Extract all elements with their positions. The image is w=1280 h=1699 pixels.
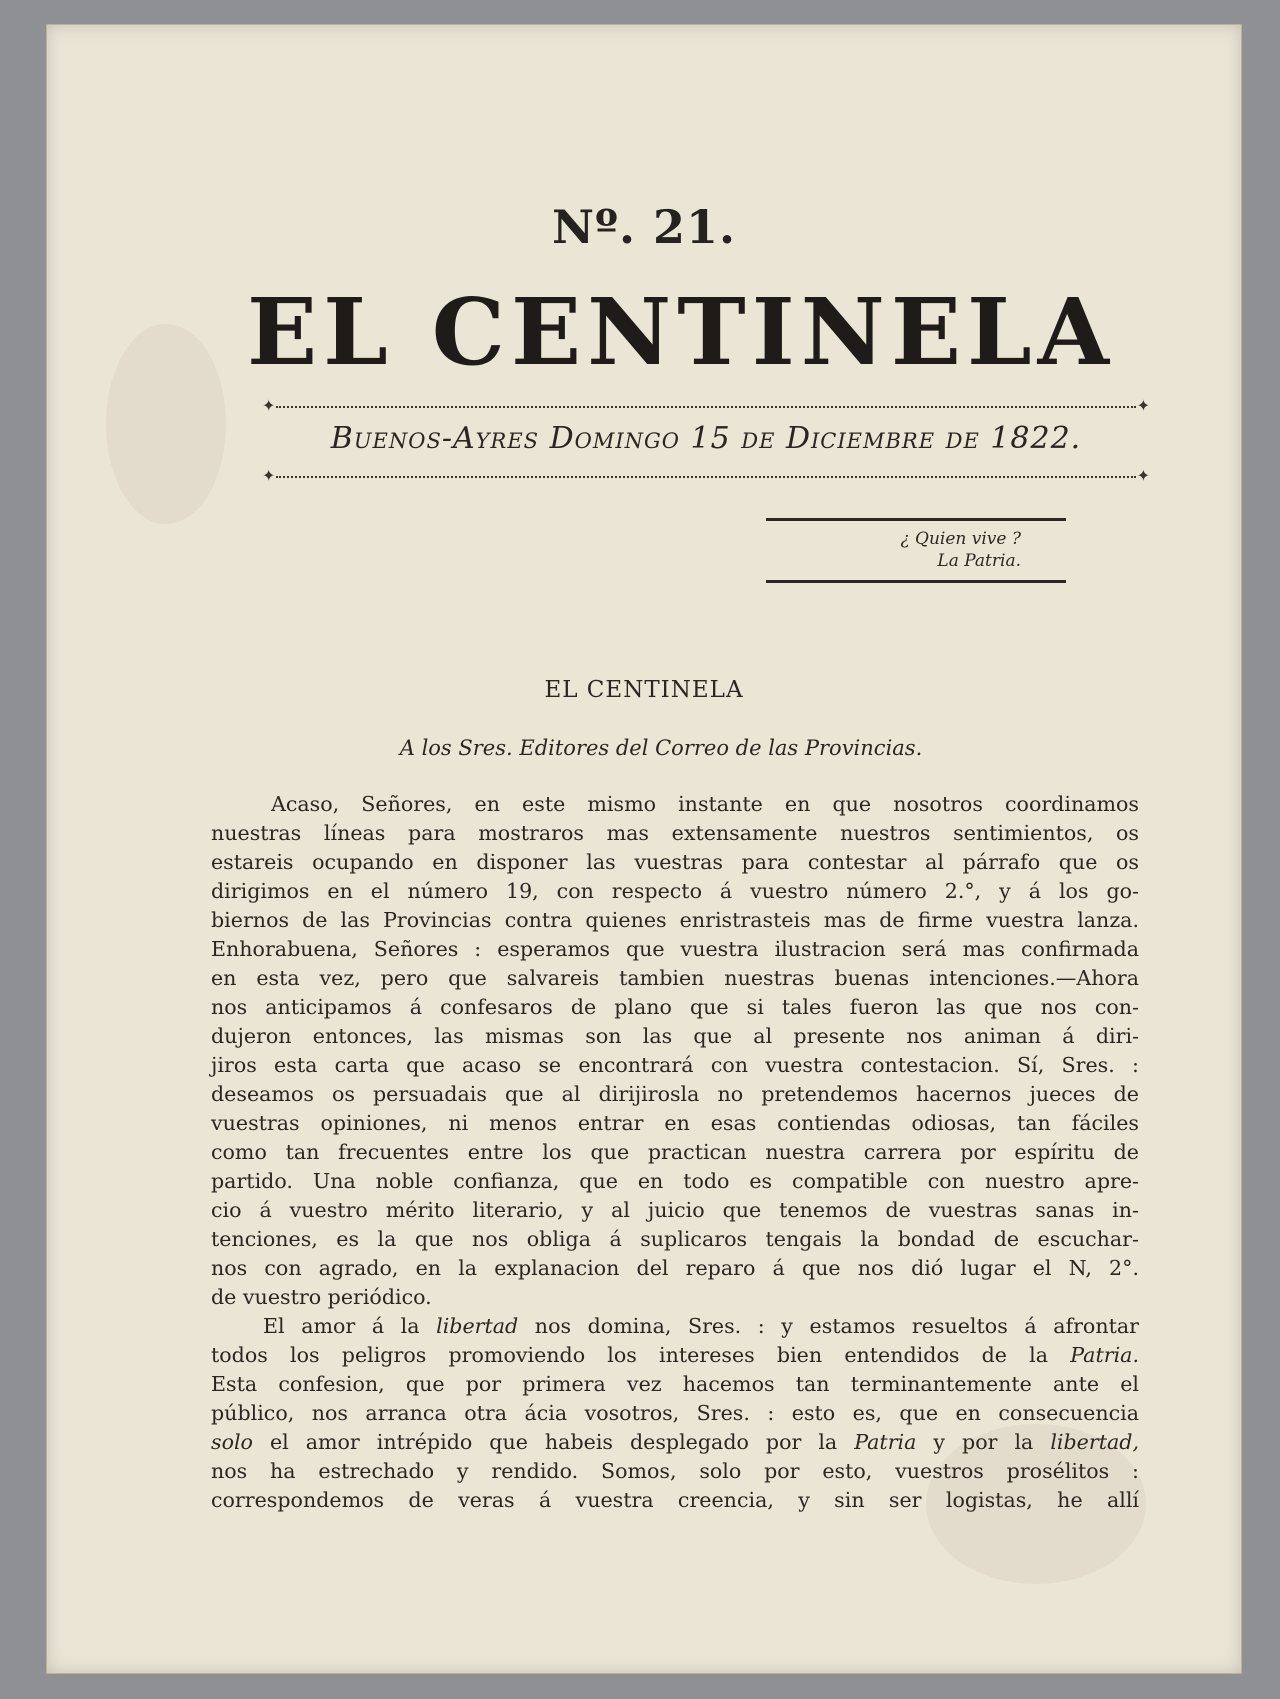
rule-ornament-icon: ✦ [262,396,276,415]
text-line: nos ha estrechado y rendido. Somos, solo por esto, vuestros prosélitos : [211,1459,1139,1483]
text-line: dujeron entonces, las mismas son las que al presente nos animan á diri- [211,1024,1139,1048]
text-line: estareis ocupando en disponer las vuestras para contestar al párrafo que os [211,850,1139,874]
text-line: nos anticipamos á confesaros de plano que si tales fueron las que nos con- [211,995,1139,1019]
text-line: Acaso, Señores, en este mismo instante en que nosotros coordinamos [271,792,1139,816]
text-line: correspondemos de veras á vuestra creencia, y sin ser logistas, he allí [211,1488,1139,1512]
newspaper-page [46,24,1242,1674]
motto-block [766,528,1021,572]
text-line: público, nos arranca otra ácia vosotros, Sres. : esto es, que en consecuencia [211,1401,1139,1425]
italic-word: libertad [436,1314,519,1338]
text-line: tenciones, es la que nos obliga á suplicaros tengais la bondad de escuchar- [211,1227,1139,1251]
italic-word: Patria. [1070,1343,1139,1367]
text-line: partido. Una noble confianza, que en todo es compatible con nuestro apre- [211,1169,1139,1193]
text-fragment: y por la [916,1430,1051,1454]
motto-line: La Patria. [937,551,1021,571]
italic-word: libertad, [1050,1430,1139,1454]
text-line [211,1312,1139,1341]
text-line: cio á vuestro mérito literario, y al juicio que tenemos de vuestras sanas in- [211,1198,1139,1222]
motto-rule-top [766,518,1066,521]
rule-ornament-icon: ✦ [1136,466,1150,485]
motto-rule-bottom [766,580,1066,583]
text-line: deseamos os persuadais que al dirijirosla no pretendemos hacernos jueces de [211,1082,1139,1106]
text-fragment: El amor á la [263,1314,437,1338]
text-line: biernos de las Provincias contra quienes enristrasteis mas de firme vuestra lanza. [211,908,1139,932]
text-line: de vuestro periódico. [211,1285,432,1309]
text-line [211,1341,1139,1370]
text-line: Enhorabuena, Señores : esperamos que vuestra ilustracion será mas confirmada [211,937,1139,961]
issue-number: Nº. 21. [551,200,737,254]
text-line [211,1428,1139,1457]
italic-word: solo [211,1430,253,1454]
text-line: nuestras líneas para mostraros mas extensamente nuestros sentimientos, os [211,821,1139,845]
article-salutation: A los Sres. Editores del Correo de las Provincias. [399,736,923,760]
rule-line [276,406,1136,408]
text-fragment: todos los peligros promoviendo los intereses bien entendidos de la [211,1343,1071,1367]
ornamental-rule-top [262,396,1150,415]
masthead-title: EL CENTINELA [246,278,1116,386]
article-title: EL CENTINELA [544,677,744,703]
text-line: como tan frecuentes entre los que practican nuestra carrera por espíritu de [211,1140,1139,1164]
rule-line [276,476,1136,478]
ornamental-rule-bottom [262,466,1150,485]
text-line: vuestras opiniones, ni menos entrar en esas contiendas odiosas, tan fáciles [211,1111,1139,1135]
text-line: dirigimos en el número 19, con respecto á vuestro número 2.°, y á los go- [211,879,1139,903]
article-body [211,790,1139,1515]
text-fragment: nos domina, Sres. : y estamos resueltos á afrontar [518,1314,1139,1338]
text-line: jiros esta carta que acaso se encontrará con vuestra contestacion. Sí, Sres. : [211,1053,1139,1077]
dateline: Buenos-Ayres Domingo 15 de Diciembre de 1822. [330,421,1082,456]
motto-line: ¿ Quien vive ? [900,529,1021,549]
italic-word: Patria [854,1430,917,1454]
text-fragment: el amor intrépido que habeis desplegado por la [252,1430,855,1454]
text-line: en esta vez, pero que salvareis tambien nuestras buenas intenciones.—Ahora [211,966,1139,990]
rule-ornament-icon: ✦ [1136,396,1150,415]
text-line: nos con agrado, en la explanacion del reparo á que nos dió lugar el N, 2°. [211,1256,1139,1280]
text-line: Esta confesion, que por primera vez hacemos tan terminantemente ante el [211,1372,1139,1396]
rule-ornament-icon: ✦ [262,466,276,485]
